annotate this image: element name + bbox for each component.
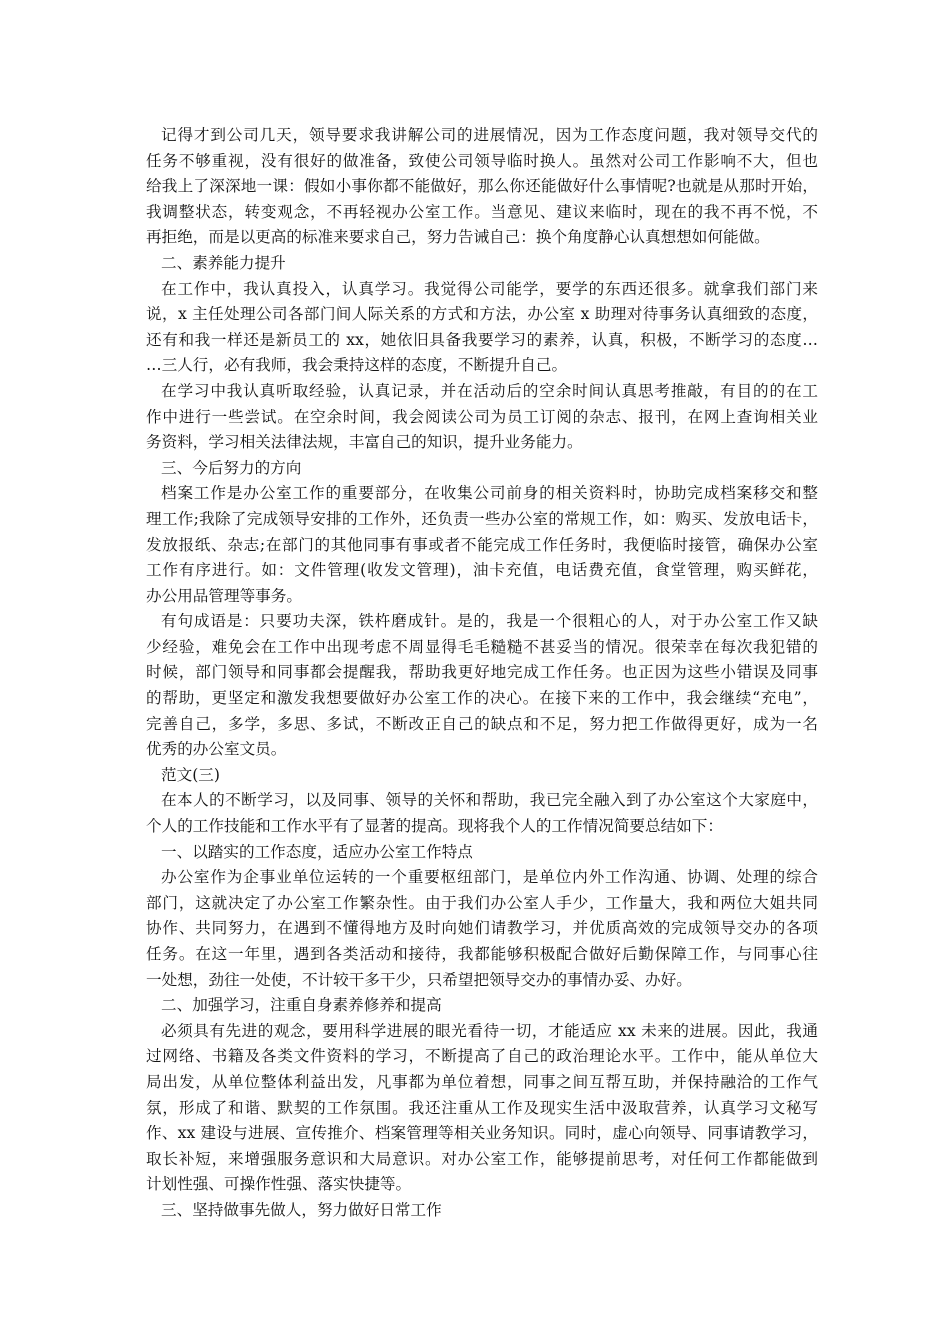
paragraph-line: 务资料，学习相关法律法规，丰富自己的知识，提升业务能力。 bbox=[146, 433, 583, 452]
section-heading: 三、今后努力的方向 bbox=[161, 458, 302, 477]
paragraph-line: 任务不够重视，没有很好的做准备，致使公司领导临时换人。虽然对公司工作影响不大，但也 bbox=[146, 151, 818, 170]
paragraph bbox=[146, 788, 818, 839]
paragraph-line: 部门，这就决定了办公室工作繁杂性。由于我们办公室人手少，工作量大，我和两位大姐共同 bbox=[146, 893, 818, 912]
section-heading: 二、加强学习，注重自身素养修养和提高 bbox=[161, 996, 442, 1015]
paragraph bbox=[146, 481, 818, 609]
paragraph-line: 局出发，从单位整体利益出发，凡事都为单位着想，同事之间互帮互助，并保持融洽的工作气 bbox=[146, 1072, 818, 1091]
paragraph-line: 任务。在这一年里，遇到各类活动和接待，我都能够积极配合做好后勤保障工作，与同事心往 bbox=[146, 945, 818, 963]
section-heading: 三、坚持做事先做人，努力做好日常工作 bbox=[161, 1200, 442, 1219]
paragraph-line: 一处想，劲往一处使，不计较干多干少，只希望把领导交办的事情办妥、办好。 bbox=[146, 970, 692, 989]
paragraph-line: 有句成语是：只要功夫深，铁杵磨成针。是的，我是一个很粗心的人，对于办公室工作又缺 bbox=[161, 612, 818, 631]
paragraph-line: 过网络、书籍及各类文件资料的学习，不断提高了自己的政治理论水平。工作中，能从单位大 bbox=[146, 1047, 818, 1066]
paragraph-line: 的帮助，更坚定和激发我想要做好办公室工作的决心。在接下来的工作中，我会继续“充电”， bbox=[146, 689, 818, 708]
paragraph-line: 时候，部门领导和同事都会提醒我，帮助我更好地完成工作任务。也正因为这些小错误及同事 bbox=[146, 663, 818, 682]
paragraph-line: …三人行，必有我师，我会秉持这样的态度，不断提升自己。 bbox=[146, 356, 568, 375]
paragraph-line: 说，x 主任处理公司各部门间人际关系的方式和方法，办公室 x 助理对待事务认真细致的态度， bbox=[146, 305, 818, 324]
paragraph-line: 办公室作为企事业单位运转的一个重要枢纽部门，是单位内外工作沟通、协调、处理的综合 bbox=[161, 868, 818, 887]
paragraph-line: 取长补短，来增强服务意识和大局意识。对办公室工作，能够提前思考，对任何工作都能做到 bbox=[146, 1149, 818, 1168]
paragraph-line: 作、xx 建设与进展、宣传推介、档案管理等相关业务知识。同时，虚心向领导、同事请教学习， bbox=[146, 1124, 818, 1143]
section-heading: 范文(三) bbox=[161, 765, 220, 784]
paragraph-line: 在工作中，我认真投入，认真学习。我觉得公司能学，要学的东西还很多。就拿我们部门来 bbox=[161, 279, 818, 298]
paragraph-line: 办公用品管理等事务。 bbox=[146, 586, 302, 605]
paragraph bbox=[146, 1019, 818, 1198]
paragraph-line: 氛，形成了和谐、默契的工作氛围。我还注重从工作及现实生活中汲取营养，认真学习文秘写 bbox=[146, 1098, 818, 1117]
paragraph-line: 发放报纸、杂志;在部门的其他同事有事或者不能完成工作任务时，我便临时接管，确保办公室 bbox=[146, 535, 818, 554]
section-heading: 二、素养能力提升 bbox=[161, 253, 286, 272]
paragraph-line: 个人的工作技能和工作水平有了显著的提高。现将我个人的工作情况简要总结如下： bbox=[146, 817, 723, 836]
section-heading: 一、以踏实的工作态度，适应办公室工作特点 bbox=[161, 842, 473, 861]
paragraph-line: 再拒绝，而是以更高的标准来要求自己，努力告诫自己：换个角度静心认真想想如何能做。 bbox=[146, 228, 770, 247]
paragraph bbox=[146, 123, 818, 251]
paragraph-line: 优秀的办公室文员。 bbox=[146, 740, 287, 759]
paragraph-line: 还有和我一样还是新员工的 xx，她依旧具备我要学习的素养，认真，积极，不断学习的态度… bbox=[146, 330, 818, 349]
paragraph-line: 协作、共同努力，在遇到不懂得地方及时向她们请教学习，并优质高效的完成领导交办的各项 bbox=[146, 919, 818, 938]
paragraph-line: 在本人的不断学习，以及同事、领导的关怀和帮助，我已完全融入到了办公室这个大家庭中， bbox=[161, 791, 818, 810]
paragraph-line: 档案工作是办公室工作的重要部分，在收集公司前身的相关资料时，协助完成档案移交和整 bbox=[161, 484, 818, 503]
paragraph-line: 计划性强、可操作性强、落实快捷等。 bbox=[146, 1175, 412, 1194]
paragraph bbox=[146, 379, 818, 456]
paragraph bbox=[146, 865, 818, 993]
paragraph-line: 工作有序进行。如：文件管理(收发文管理)，油卡充值，电话费充值，食堂管理，购买鲜花， bbox=[146, 561, 818, 580]
paragraph-line: 给我上了深深地一课：假如小事你都不能做好，那么你还能做好什么事情呢?也就是从那时开始， bbox=[146, 177, 818, 196]
paragraph-line: 记得才到公司几天，领导要求我讲解公司的进展情况，因为工作态度问题，我对领导交代的 bbox=[161, 126, 818, 144]
paragraph-line: 必须具有先进的观念，要用科学进展的眼光看待一切，才能适应 xx 未来的进展。因此，我通 bbox=[161, 1021, 818, 1040]
paragraph-line: 我调整状态，转变观念，不再轻视办公室工作。当意见、建议来临时，现在的我不再不悦，不 bbox=[146, 202, 818, 221]
paragraph-line: 作中进行一些尝试。在空余时间，我会阅读公司为员工订阅的杂志、报刊，在网上查询相关业 bbox=[146, 407, 818, 426]
paragraph bbox=[146, 277, 818, 379]
document-page bbox=[146, 123, 818, 1224]
paragraph-line: 理工作;我除了完成领导安排的工作外，还负责一些办公室的常规工作，如：购买、发放电话卡， bbox=[146, 509, 818, 528]
paragraph-line: 在学习中我认真听取经验，认真记录，并在活动后的空余时间认真思考推敲，有目的的在工 bbox=[161, 381, 818, 400]
paragraph-line: 少经验，难免会在工作中出现考虑不周显得毛毛糙糙不甚妥当的情况。很荣幸在每次我犯错的 bbox=[146, 637, 818, 656]
paragraph-line: 完善自己，多学，多思、多试，不断改正自己的缺点和不足，努力把工作做得更好，成为一名 bbox=[146, 714, 818, 733]
paragraph bbox=[146, 609, 818, 763]
